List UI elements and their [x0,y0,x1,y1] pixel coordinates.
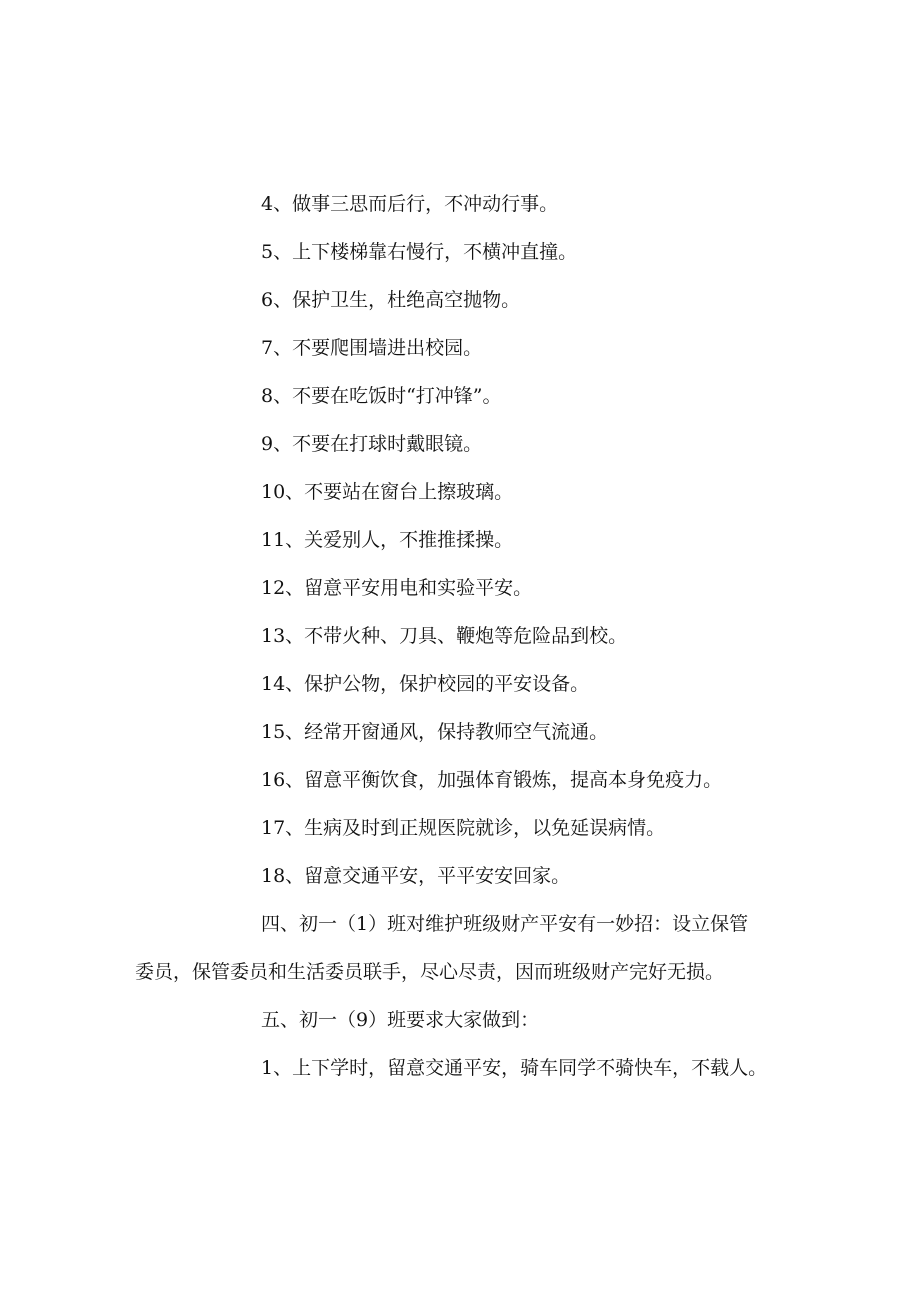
list-item: 12、留意平安用电和实验平安。 [261,577,533,599]
paragraph-section-4-line-1: 四、初一（1）班对维护班级财产平安有一妙招：设立保管 [261,913,749,935]
list-item: 9、不要在打球时戴眼镜。 [261,433,483,455]
list-item: 15、经常开窗通风，保持教师空气流通。 [261,721,609,743]
list-item: 7、不要爬围墙进出校园。 [261,337,483,359]
list-item: 8、不要在吃饭时“打冲锋”。 [261,385,502,407]
list-item: 11、关爱别人，不推推揉操。 [261,529,514,551]
section-5-heading: 五、初一（9）班要求大家做到： [261,1009,540,1031]
list-item: 6、保护卫生，杜绝高空抛物。 [261,289,521,311]
list-item: 14、保护公物，保护校园的平安设备。 [261,673,590,695]
list-item: 5、上下楼梯靠右慢行，不横冲直撞。 [261,241,578,263]
list-item: 16、留意平衡饮食，加强体育锻炼，提高本身免疫力。 [261,769,723,791]
list-item: 13、不带火种、刀具、鞭炮等危险品到校。 [261,625,628,647]
list-item: 1、上下学时，留意交通平安，骑车同学不骑快车，不载人。 [261,1057,768,1079]
list-item: 17、生病及时到正规医院就诊，以免延误病情。 [261,817,666,839]
paragraph-section-4-line-2: 委员，保管委员和生活委员联手，尽心尽责，因而班级财产完好无损。 [135,961,725,983]
list-item: 4、做事三思而后行，不冲动行事。 [261,193,559,215]
list-item: 18、留意交通平安，平平安安回家。 [261,865,571,887]
list-item: 10、不要站在窗台上擦玻璃。 [261,481,514,503]
